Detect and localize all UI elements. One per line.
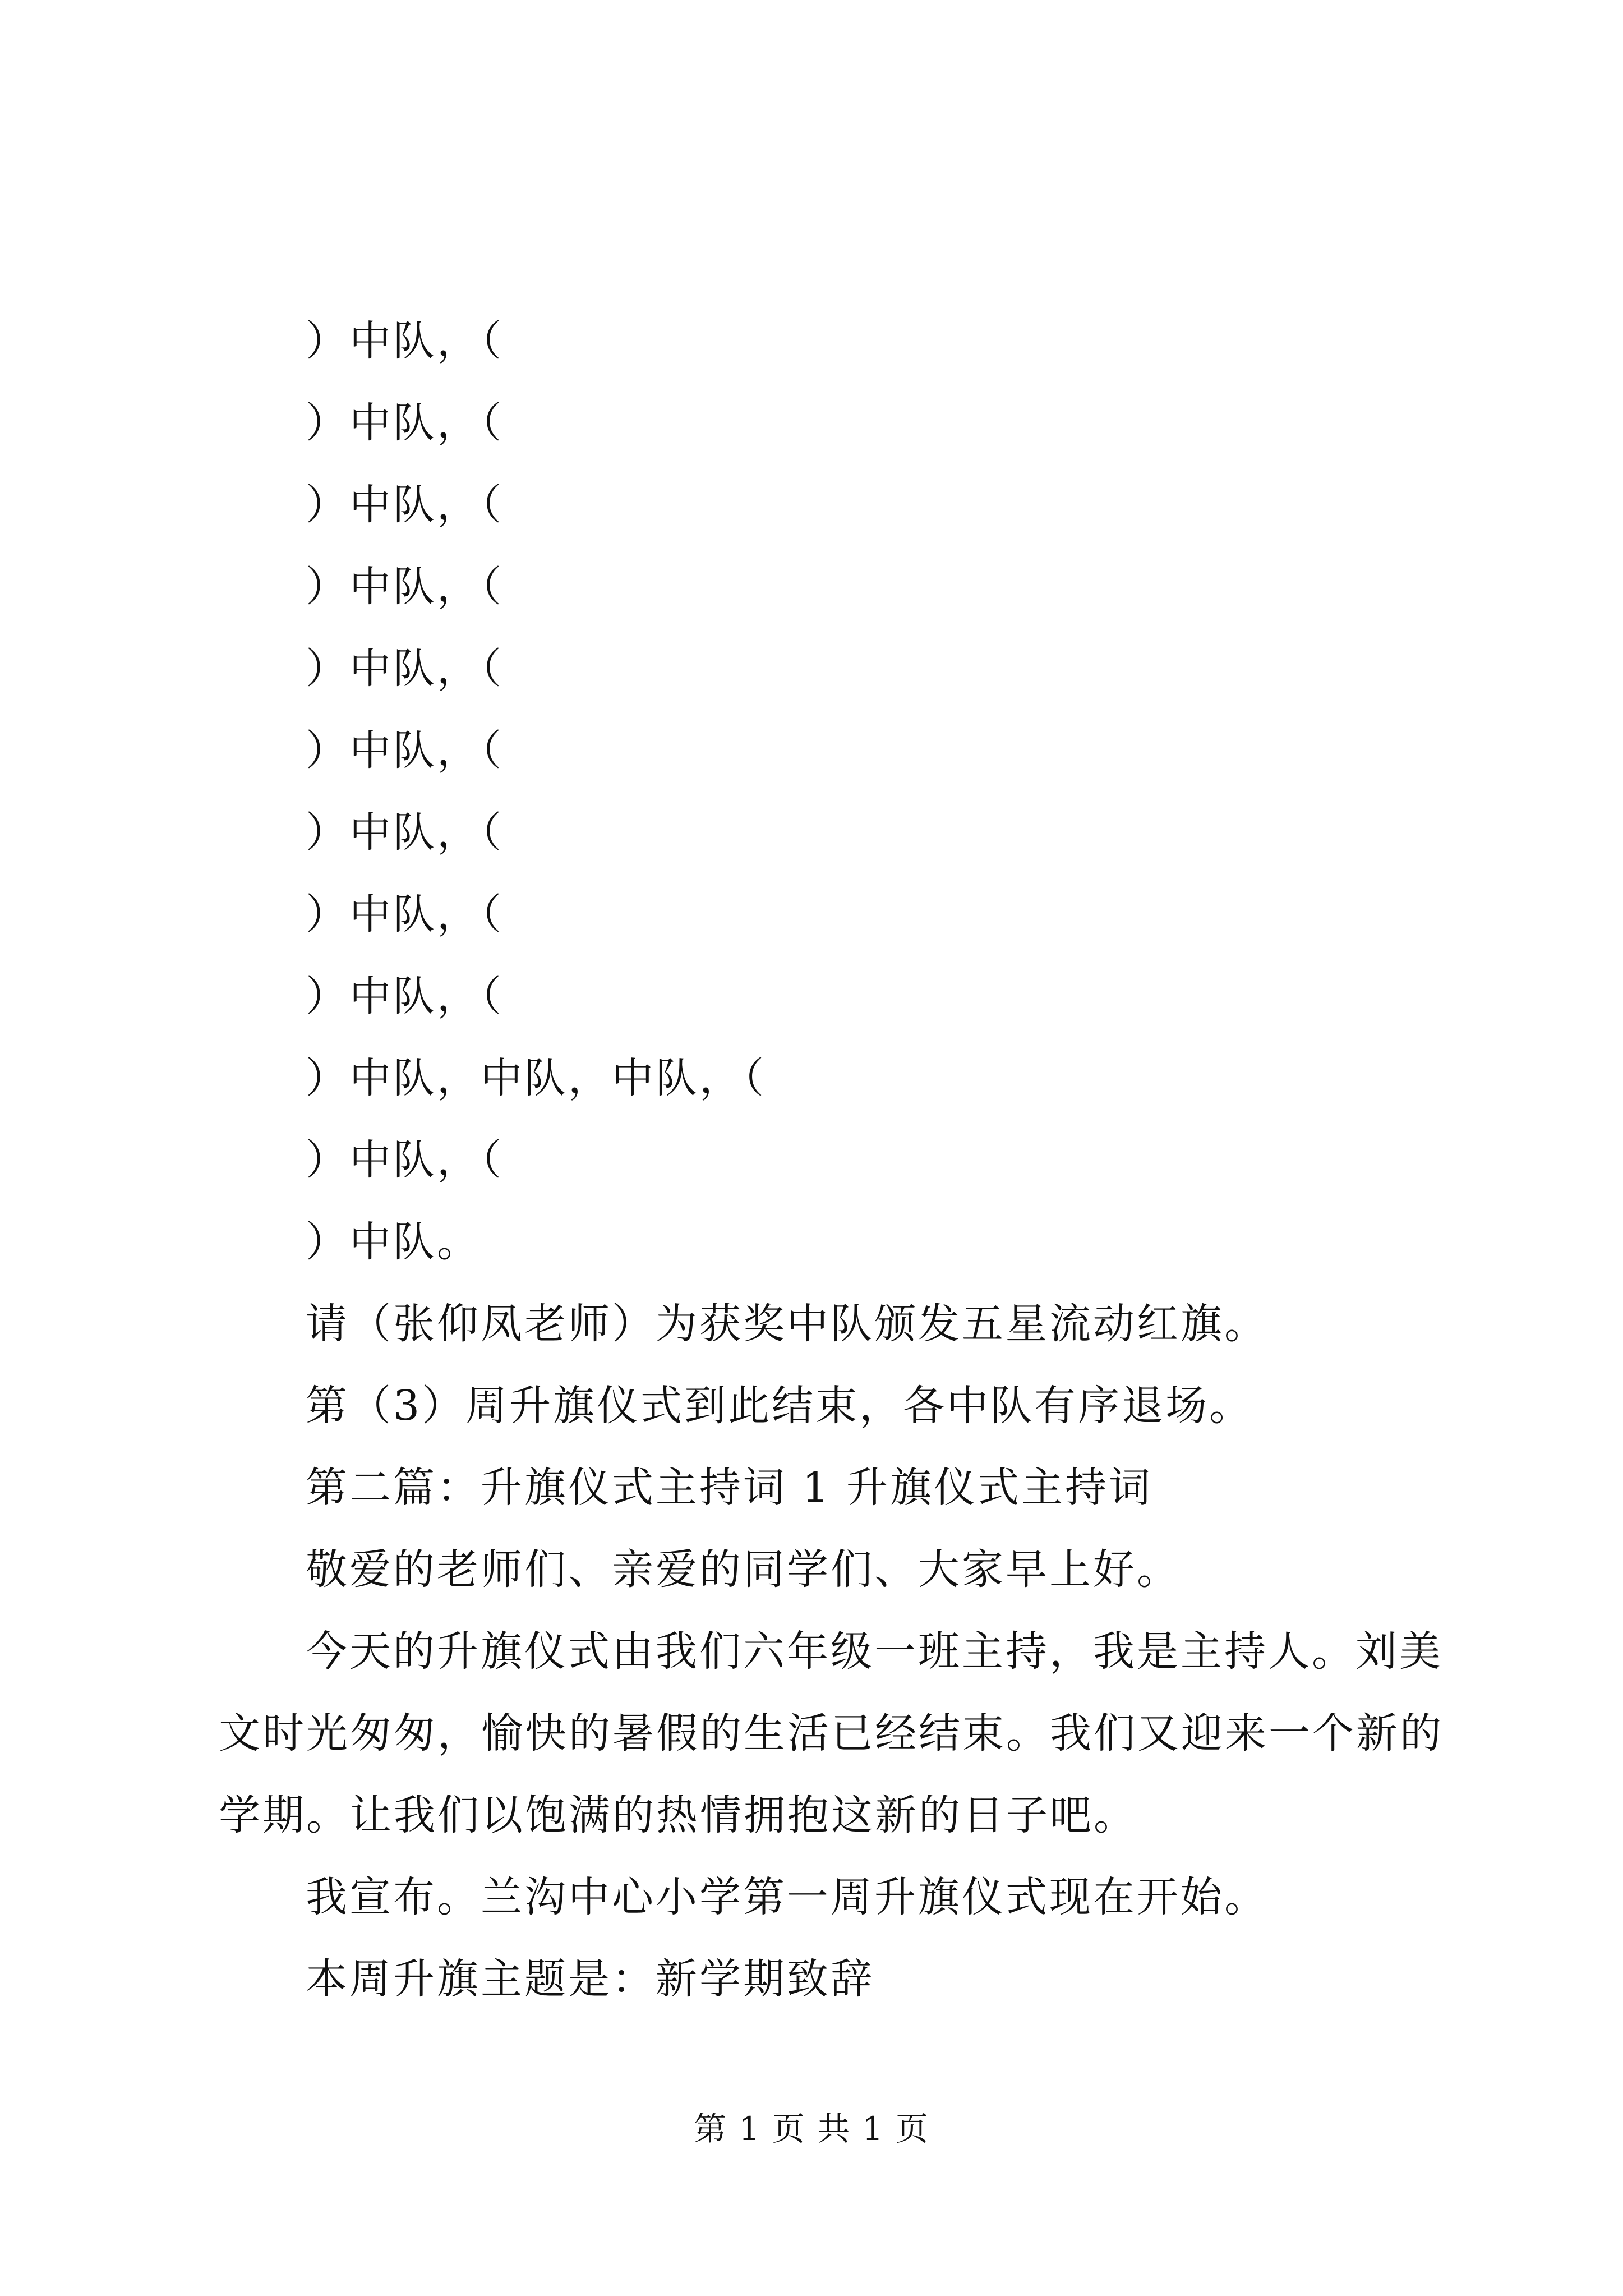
text-line: ）中队，（: [306, 317, 504, 365]
text-line: 文时光匆匆，愉快的暑假的生活已经结束。我们又迎来一个新的: [219, 1709, 1444, 1757]
text-line: 我宣布。兰沟中心小学第一周升旗仪式现在开始。: [306, 1873, 1268, 1921]
text-line: ）中队。: [306, 1218, 481, 1266]
text-line: ）中队，（: [306, 645, 504, 693]
text-line: ）中队，中队，中队，（: [306, 1054, 766, 1102]
text-line: 本周升旗主题是：新学期致辞: [306, 1955, 874, 2003]
text-line: 学期。让我们以饱满的热情拥抱这新的日子吧。: [219, 1791, 1137, 1839]
text-line: 第二篇：升旗仪式主持词 1 升旗仪式主持词: [306, 1464, 1153, 1512]
text-line: 敬爱的老师们、亲爱的同学们、大家早上好。: [306, 1545, 1181, 1594]
document-body: [219, 300, 1444, 2020]
text-line: 今天的升旗仪式由我们六年级一班主持，我是主持人。刘美: [306, 1627, 1443, 1676]
text-line: ）中队，（: [306, 481, 504, 529]
text-line: ）中队，（: [306, 563, 504, 611]
page-footer: 第 1 页 共 1 页: [694, 2110, 929, 2148]
text-line: ）中队，（: [306, 890, 504, 938]
text-line: ）中队，（: [306, 726, 504, 775]
text-line: ）中队，（: [306, 808, 504, 857]
text-line: 请（张仰凤老师）为获奖中队颁发五星流动红旗。: [306, 1300, 1268, 1348]
text-line: ）中队，（: [306, 1136, 504, 1184]
text-line: ）中队，（: [306, 399, 504, 447]
text-line: 第（3）周升旗仪式到此结束，各中队有序退场。: [306, 1382, 1253, 1430]
text-line: ）中队，（: [306, 972, 504, 1020]
